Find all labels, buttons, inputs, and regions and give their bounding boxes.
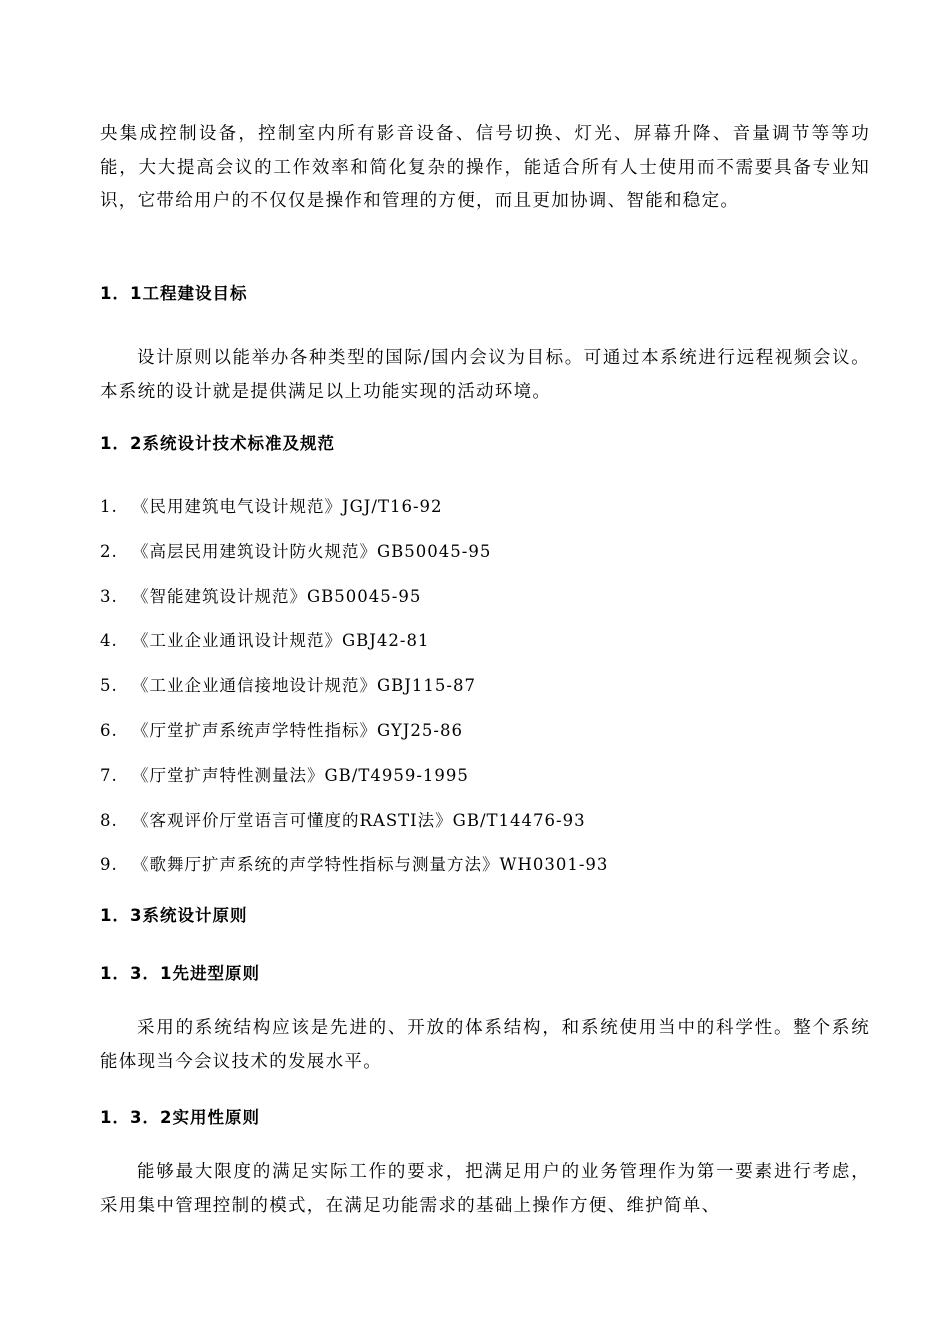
list-item xyxy=(100,493,608,538)
list-item-text: 《智能建筑设计规范》GB50045-95 xyxy=(132,586,422,606)
heading-1-3: 1．3系统设计原则 xyxy=(100,906,248,925)
list-item xyxy=(100,538,608,583)
list-item-number: 2. xyxy=(100,541,118,561)
list-item-text: 《厅堂扩声系统声学特性指标》GYJ25-86 xyxy=(132,720,463,740)
list-item xyxy=(100,851,608,896)
list-item-number: 8. xyxy=(100,810,118,830)
list-item-number: 9. xyxy=(100,855,118,875)
list-item xyxy=(100,583,608,628)
list-item xyxy=(100,627,608,672)
paragraph-1-3-2: 能够最大限度的满足实际工作的要求，把满足用户的业务管理作为第一要素进行考虑，采用集中管理控制的模式，在满足功能需求的基础上操作方便、维护简单、 xyxy=(100,1162,870,1216)
list-item xyxy=(100,717,608,762)
list-item-number: 3. xyxy=(100,586,118,606)
list-item xyxy=(100,672,608,717)
list-item-text: 《客观评价厅堂语言可懂度的RASTI法》GB/T14476-93 xyxy=(132,810,586,830)
intro-paragraph: 央集成控制设备，控制室内所有影音设备、信号切换、灯光、屏幕升降、音量调节等等功能，大大提高会议的工作效率和简化复杂的操作，能适合所有人士使用而不需要具备专业知识，它带给用户的不仅仅是操作和管理的方便，而且更加协调、智能和稳定。 xyxy=(100,124,870,211)
list-item-text: 《民用建筑电气设计规范》JGJ/T16-92 xyxy=(132,497,443,516)
heading-1-3-2: 1．3．2实用性原则 xyxy=(100,1108,260,1127)
heading-1-3-1: 1．3．1先进型原则 xyxy=(100,964,260,983)
paragraph-1-3-1: 采用的系统结构应该是先进的、开放的体系结构，和系统使用当中的科学性。整个系统能体现当今会议技术的发展水平。 xyxy=(100,1018,870,1072)
heading-1-1: 1．1工程建设目标 xyxy=(100,284,248,303)
list-item-number: 1. xyxy=(100,497,118,516)
list-item-text: 《高层民用建筑设计防火规范》GB50045-95 xyxy=(132,541,492,561)
list-item-text: 《工业企业通讯设计规范》GBJ42-81 xyxy=(132,631,430,651)
list-item-text: 《工业企业通信接地设计规范》GBJ115-87 xyxy=(132,676,476,696)
list-item-number: 4. xyxy=(100,631,118,651)
heading-1-2: 1．2系统设计技术标准及规范 xyxy=(100,434,335,453)
list-item xyxy=(100,807,608,852)
standards-list xyxy=(100,493,608,896)
paragraph-1-1: 设计原则以能举办各种类型的国际/国内会议为目标。可通过本系统进行远程视频会议。本系统的设计就是提供满足以上功能实现的活动环境。 xyxy=(100,348,870,402)
list-item-number: 5. xyxy=(100,676,118,696)
list-item-number: 7. xyxy=(100,765,118,785)
list-item xyxy=(100,762,608,807)
list-item-number: 6. xyxy=(100,720,118,740)
list-item-text: 《歌舞厅扩声系统的声学特性指标与测量方法》WH0301-93 xyxy=(132,855,609,875)
list-item-text: 《厅堂扩声特性测量法》GB/T4959-1995 xyxy=(132,765,469,785)
